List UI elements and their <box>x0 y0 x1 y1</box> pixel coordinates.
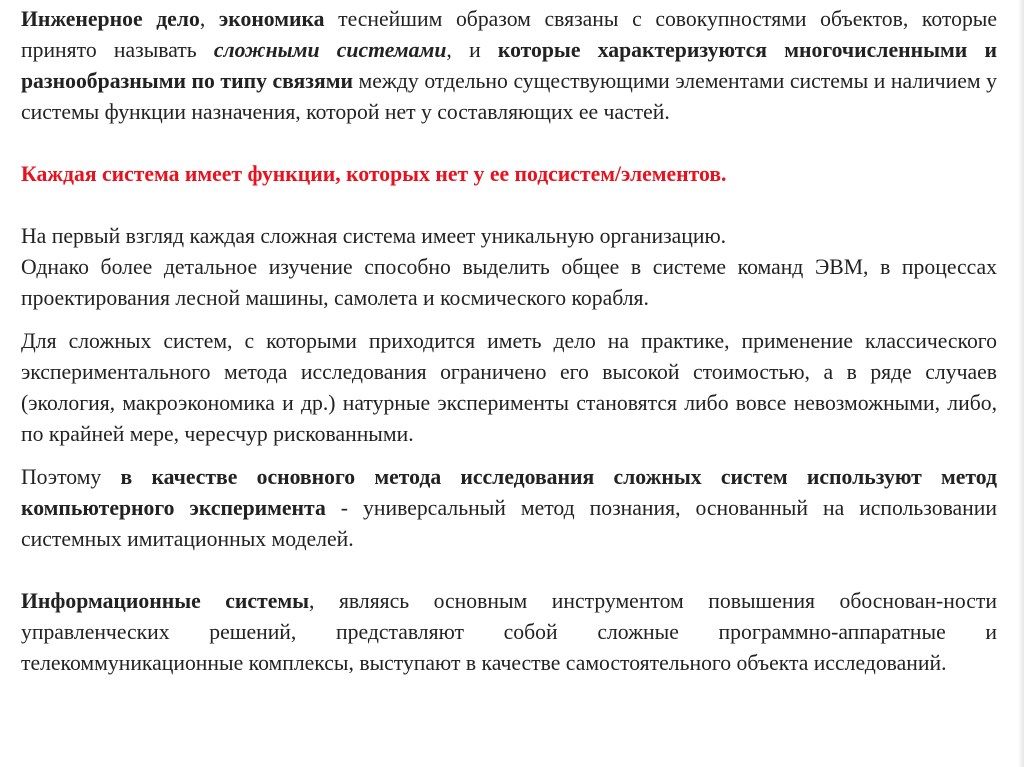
slide-edge-shadow <box>1018 0 1024 767</box>
slide-body <box>21 4 997 679</box>
text-fragment: , <box>199 7 219 31</box>
spacer <box>21 190 997 221</box>
spacer <box>21 128 997 159</box>
text-fragment: теснейшим образом связаны с совокупностями объектов, которые принято называть <box>21 7 998 62</box>
paragraph-computer-experiment <box>21 462 997 555</box>
spacer <box>21 555 997 586</box>
paragraph-unique-organization: На первый взгляд каждая сложная система имеет уникальную организацию. <box>21 224 727 248</box>
text-fragment: , являясь основным инструментом повышения обоснован-ности управленческих решений, представляют собой сложные программно-аппаратные и телекоммуникационные комплексы, выступают в качестве самостоятельного объекта исследований. <box>21 589 997 675</box>
spacer <box>21 450 997 462</box>
paragraph-common-features: Однако более детальное изучение способно выделить общее в системе команд ЭВМ, в процессах проектирования лесной машины, самолета и космического корабля. <box>21 255 997 310</box>
text-fragment: , и <box>446 38 498 62</box>
term-economics: экономика <box>218 7 325 31</box>
paragraph-information-systems <box>21 586 997 679</box>
text-fragment: - универсальный метод познания, основанный на использовании системных имитационных моделей. <box>21 496 997 551</box>
paragraph-experiment-limits: Для сложных систем, с которыми приходится иметь дело на практике, применение классического экспериментального метода исследования ограничено его высокой стоимостью, а в ряде случаев (экология, макроэкономика и др.) натурные эксперименты становятся либо вовсе невозможными, либо, по крайней мере, чересчур рискованными. <box>21 329 997 446</box>
highlight-statement: Каждая система имеет функции, которых нет у ее подсистем/элементов. <box>21 162 727 186</box>
paragraph-complex-systems <box>21 4 997 128</box>
term-engineering: Инженерное дело <box>21 7 200 31</box>
term-information-systems: Информационные системы <box>21 589 310 613</box>
text-fragment: Поэтому <box>21 465 121 489</box>
spacer <box>21 314 997 326</box>
emphasis-main-method: в качестве основного метода исследования сложных систем используют метод компьютерного эксперимента <box>21 465 997 520</box>
term-complex-systems: сложными системами <box>213 38 447 62</box>
text-fragment: между отдельно существующими элементами системы и наличием у системы функции назначения, которой нет у составляющих ее частей. <box>21 69 998 124</box>
emphasis-characteristics: которые характеризуются многочисленными и разнообразными по типу связями <box>21 38 997 93</box>
